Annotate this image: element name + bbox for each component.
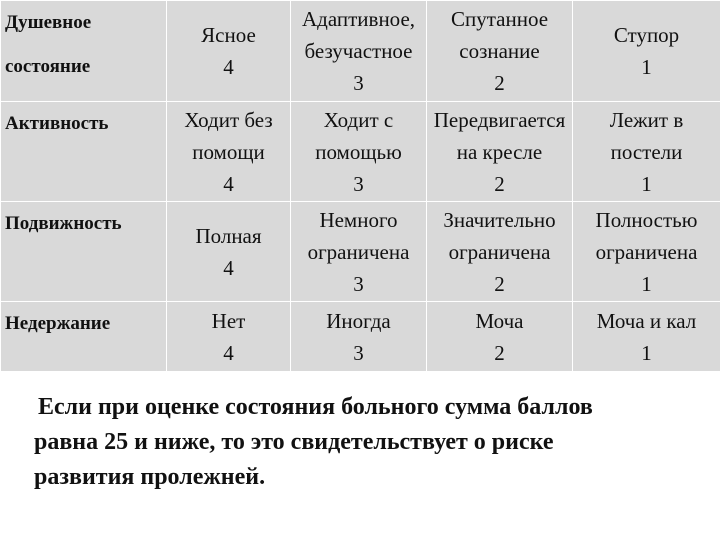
cell-text: Ходит без bbox=[184, 107, 273, 132]
cell-text: Значительно bbox=[443, 207, 556, 232]
cell-score: 4 bbox=[223, 255, 234, 280]
cell-text: помощью bbox=[315, 139, 402, 164]
table-row bbox=[1, 302, 720, 372]
row-header bbox=[1, 202, 167, 302]
cell-text: ограничена bbox=[595, 239, 698, 264]
cell-text: безучастное bbox=[304, 39, 413, 63]
cell-text: Ступор bbox=[613, 23, 680, 47]
row-header-line: Активность bbox=[5, 113, 109, 134]
row-header-line: Душевное bbox=[5, 12, 92, 33]
table-cell bbox=[167, 102, 291, 202]
cell-score: 1 bbox=[641, 171, 652, 196]
table-cell bbox=[167, 202, 291, 302]
row-header-line: Недержание bbox=[5, 313, 111, 334]
cell-score: 2 bbox=[494, 71, 505, 95]
table-cell bbox=[291, 202, 427, 302]
cell-score: 4 bbox=[223, 171, 234, 196]
cell-text: помощи bbox=[192, 139, 265, 164]
table-cell bbox=[427, 302, 573, 372]
cell-text: Адаптивное, bbox=[301, 7, 416, 31]
cell-text: Нет bbox=[211, 308, 246, 333]
row-header bbox=[1, 102, 167, 202]
table-cell bbox=[167, 1, 291, 102]
cell-text: на кресле bbox=[456, 139, 543, 164]
table-cell bbox=[427, 202, 573, 302]
cell-text: Передвигается bbox=[433, 107, 566, 132]
table-row bbox=[1, 202, 720, 302]
table-row bbox=[1, 102, 720, 202]
table-cell bbox=[573, 302, 720, 372]
cell-score: 4 bbox=[223, 340, 234, 365]
cell-score: 2 bbox=[494, 171, 505, 196]
risk-note bbox=[34, 390, 704, 495]
table-cell bbox=[427, 1, 573, 102]
cell-score: 3 bbox=[353, 171, 364, 196]
row-header-line: состояние bbox=[5, 56, 91, 77]
cell-score: 1 bbox=[641, 55, 652, 79]
table-cell bbox=[291, 302, 427, 372]
table-cell bbox=[167, 302, 291, 372]
cell-score: 1 bbox=[641, 340, 652, 365]
table-cell bbox=[291, 102, 427, 202]
row-header bbox=[1, 1, 167, 102]
cell-score: 2 bbox=[494, 340, 505, 365]
cell-text: Иногда bbox=[326, 308, 391, 333]
row-header-line: Подвижность bbox=[5, 213, 122, 234]
cell-score: 4 bbox=[223, 55, 234, 79]
cell-text: Лежит в bbox=[609, 107, 684, 132]
cell-text: сознание bbox=[459, 39, 540, 63]
note-line: равна 25 и ниже, то это свидетельствует о риске bbox=[34, 429, 554, 455]
cell-score: 3 bbox=[353, 340, 364, 365]
row-header bbox=[1, 302, 167, 372]
cell-text: Полностью bbox=[595, 207, 698, 232]
cell-text: ограничена bbox=[448, 239, 551, 264]
cell-text: Моча bbox=[475, 308, 524, 333]
cell-text: Немного bbox=[319, 207, 398, 232]
cell-text: постели bbox=[610, 139, 683, 164]
cell-score: 3 bbox=[353, 71, 364, 95]
cell-text: Полная bbox=[195, 223, 262, 248]
cell-score: 3 bbox=[353, 271, 364, 296]
note-line: Если при оценке состояния больного сумма баллов bbox=[38, 394, 593, 420]
table-cell bbox=[573, 102, 720, 202]
cell-score: 2 bbox=[494, 271, 505, 296]
cell-score: 1 bbox=[641, 271, 652, 296]
cell-text: Моча и кал bbox=[596, 308, 697, 333]
cell-text: ограничена bbox=[307, 239, 410, 264]
cell-text: Ясное bbox=[201, 23, 256, 47]
cell-text: Ходит с bbox=[323, 107, 394, 132]
table-cell bbox=[573, 1, 720, 102]
table-cell bbox=[427, 102, 573, 202]
table-cell bbox=[291, 1, 427, 102]
cell-text: Спутанное bbox=[450, 7, 549, 31]
table-row bbox=[1, 1, 720, 102]
table-cell bbox=[573, 202, 720, 302]
note-line: развития пролежней. bbox=[34, 464, 266, 490]
